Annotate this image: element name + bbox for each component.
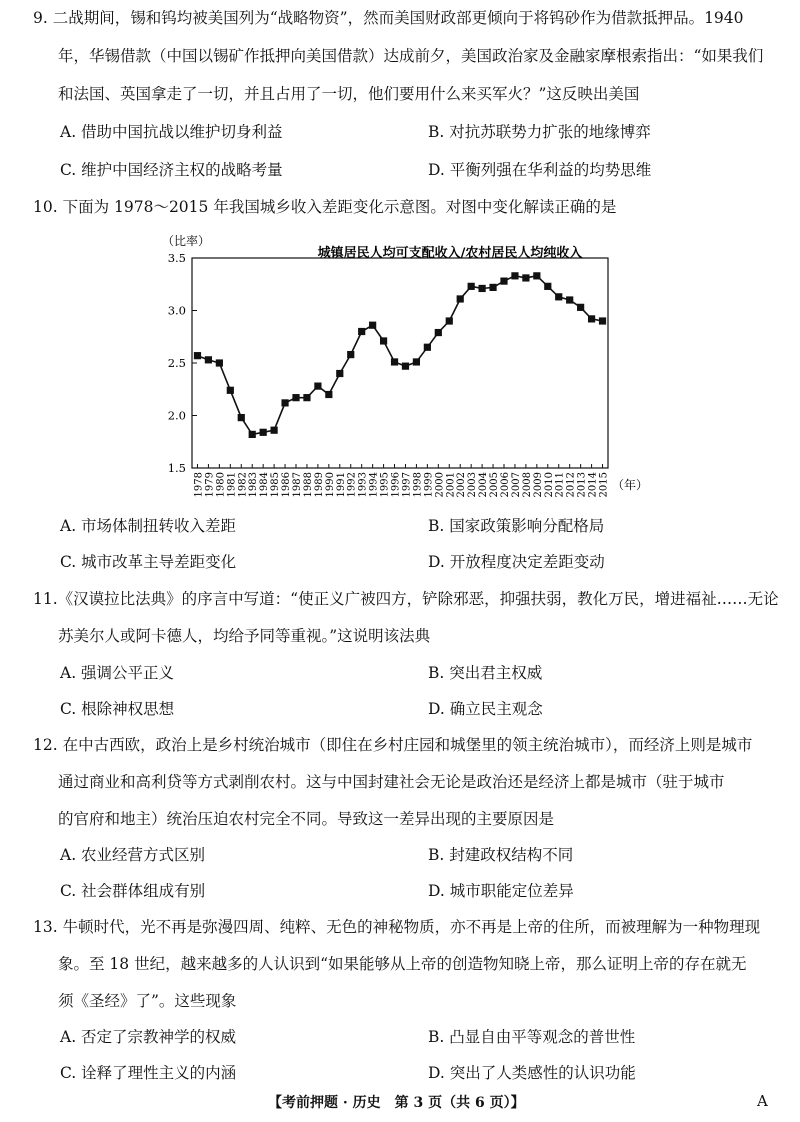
q9-option-d[interactable]: D. 平衡列强在华利益的均势思维 [428,161,652,179]
x-tick-label: 2007 [510,472,522,498]
q13-option-a[interactable]: A. 否定了宗教神学的权威 [60,1028,237,1046]
x-tick-label: 1986 [281,472,293,498]
x-tick-label: 1991 [335,472,347,498]
x-tick-label: 2006 [500,472,511,498]
x-tick-label: 2015 [598,472,610,498]
q13-option-c[interactable]: C. 诠释了理性主义的内涵 [60,1064,237,1082]
x-tick-label: 1990 [324,472,336,498]
x-tick-label: 1993 [357,472,369,498]
q9-stem-line-3: 和法国、英国拿走了一切，并且占用了一切，他们要用什么来买军火？”这反映出美国 [58,85,640,103]
footer-paper-mark: A [757,1092,768,1110]
data-point [555,293,562,300]
x-tick-label: 1992 [346,472,358,498]
data-point [566,296,573,303]
y-tick-label: 3.0 [167,303,186,318]
q10-stem: 10. 下面为 1978～2015 年我国城乡收入差距变化示意图。对图中变化解读正确的是 [33,198,617,216]
x-tick-label: 2014 [587,472,599,498]
x-tick-label: 1994 [368,472,380,498]
x-tick-label: 1988 [302,472,314,498]
data-point [522,274,529,281]
y-tick-label: 3.5 [167,251,186,265]
data-point [457,295,464,302]
y-tick-label: 2.0 [167,408,186,423]
data-point [435,329,442,336]
q13-option-b[interactable]: B. 凸显自由平等观念的普世性 [428,1028,636,1046]
data-point [500,278,507,285]
q11-option-c[interactable]: C. 根除神权思想 [60,700,175,718]
data-point [303,394,310,401]
q13-option-d[interactable]: D. 突出了人类感性的认识功能 [428,1064,636,1082]
q11-option-a[interactable]: A. 强调公平正义 [60,664,175,682]
data-point [314,383,321,390]
q13-stem-line-1: 13. 牛顿时代，光不再是弥漫四周、纯粹、无色的神秘物质，亦不再是上帝的住所，而被理解为一种物理现 [33,918,761,936]
data-point [347,351,354,358]
x-tick-label: 1980 [215,472,227,498]
q13-stem-line-2: 象。至 18 世纪，越来越多的人认识到“如果能够从上帝的创造物知晓上帝，那么证明上帝的存在就无 [58,955,747,973]
data-point [336,370,343,377]
x-tick-label: 2012 [565,472,577,498]
q10-option-a[interactable]: A. 市场体制扭转收入差距 [60,517,237,535]
chart-x-axis-label: （年） [612,478,649,492]
q9-option-c[interactable]: C. 维护中国经济主权的战略考量 [60,161,283,179]
x-tick-label: 1982 [237,472,249,498]
data-point [194,352,201,359]
x-tick-label: 1999 [423,472,435,498]
data-point [260,429,267,436]
q12-option-b[interactable]: B. 封建政权结构不同 [428,846,574,864]
data-point [511,272,518,279]
q12-stem-line-1: 12. 在中古西欧，政治上是乡村统治城市（即住在乡村庄园和城堡里的领主统治城市），而经济上则是城市 [33,736,753,754]
data-point [325,391,332,398]
data-point [533,272,540,279]
data-point [599,317,606,324]
x-tick-label: 1983 [248,472,260,498]
x-tick-label: 1995 [379,472,391,498]
series-line [198,276,603,435]
x-tick-label: 2005 [489,472,501,498]
chart-y-axis-label: （比率） [162,234,211,248]
q10-option-d[interactable]: D. 开放程度决定差距变动 [428,553,605,571]
q12-option-c[interactable]: C. 社会群体组成有别 [60,882,206,900]
data-point [402,363,409,370]
x-tick-label: 2008 [521,472,533,498]
footer-page-info: 【考前押题 · 历史 第 3 页（共 6 页）】 [268,1095,525,1111]
data-point [227,387,234,394]
data-point [489,284,496,291]
data-point [577,304,584,311]
q12-stem-line-2: 通过商业和高利贷等方式剥削农村。这与中国封建社会无论是政治还是经济上都是城市（驻于城市 [58,773,725,791]
chart-title: 城镇居民人均可支配收入/农村居民人均纯收入 [317,246,583,261]
x-tick-label: 1989 [313,472,325,498]
x-tick-label: 1978 [193,472,205,498]
x-tick-label: 1987 [292,472,303,498]
data-point [413,358,420,365]
q9-stem-line-2: 年，华锡借款（中国以锡矿作抵押向美国借款）达成前夕，美国政治家及金融家摩根索指出：“如果我们 [58,47,764,65]
data-point [281,399,288,406]
x-tick-label: 2013 [576,472,588,498]
q12-option-d[interactable]: D. 城市职能定位差异 [428,882,574,900]
data-point [216,359,223,366]
x-tick-label: 2003 [467,472,479,498]
data-point [446,317,453,324]
x-tick-label: 2010 [543,472,555,498]
data-point [479,285,486,292]
x-tick-label: 2001 [445,472,457,498]
x-tick-label: 1981 [226,472,238,498]
data-point [391,358,398,365]
x-tick-label: 1996 [390,472,402,498]
q11-stem-line-2: 苏美尔人或阿卡德人，均给予同等重视。”这说明该法典 [58,627,431,645]
data-point [292,394,299,401]
x-tick-label: 1979 [204,472,216,498]
x-tick-label: 2009 [532,472,544,498]
data-point [380,337,387,344]
data-point [249,431,256,438]
data-point [588,315,595,322]
q12-option-a[interactable]: A. 农业经营方式区别 [60,846,206,864]
x-tick-label: 2011 [554,472,566,498]
y-tick-label: 2.5 [167,356,186,370]
q12-stem-line-3: 的官府和地主）统治压迫农村完全不同。导致这一差异出现的主要原因是 [58,810,555,828]
q9-option-b[interactable]: B. 对抗苏联势力扩张的地缘博弈 [428,123,651,141]
q11-option-b[interactable]: B. 突出君主权威 [428,664,543,682]
data-point [468,283,475,290]
x-tick-label: 2000 [434,472,446,498]
data-point [369,322,376,329]
income-ratio-line-chart [150,225,650,515]
x-tick-label: 1998 [412,472,424,498]
data-point [205,356,212,363]
q11-stem-line-1: 11.《汉谟拉比法典》的序言中写道：“使正义广被四方，铲除邪恶，抑强扶弱，教化万民，增进福祉……无论 [33,590,779,608]
q10-option-b[interactable]: B. 国家政策影响分配格局 [428,517,605,535]
data-point [271,427,278,434]
q13-stem-line-3: 须《圣经》了”。这些现象 [58,992,237,1010]
q10-option-c[interactable]: C. 城市改革主导差距变化 [60,553,237,571]
data-point [424,344,431,351]
q9-stem-line-1: 9. 二战期间，锡和钨均被美国列为“战略物资”，然而美国财政部更倾向于将钨砂作为借款抵押品。1940 [33,9,744,27]
data-point [358,328,365,335]
data-point [238,414,245,421]
x-tick-label: 1985 [270,472,282,498]
x-tick-label: 2002 [456,472,468,498]
x-tick-label: 2004 [478,472,490,498]
q9-option-a[interactable]: A. 借助中国抗战以维护切身利益 [60,123,283,141]
x-tick-label: 1984 [259,472,271,498]
q11-option-d[interactable]: D. 确立民主观念 [428,700,543,718]
y-tick-label: 1.5 [167,461,186,475]
data-point [544,283,551,290]
x-tick-label: 1997 [401,472,413,498]
